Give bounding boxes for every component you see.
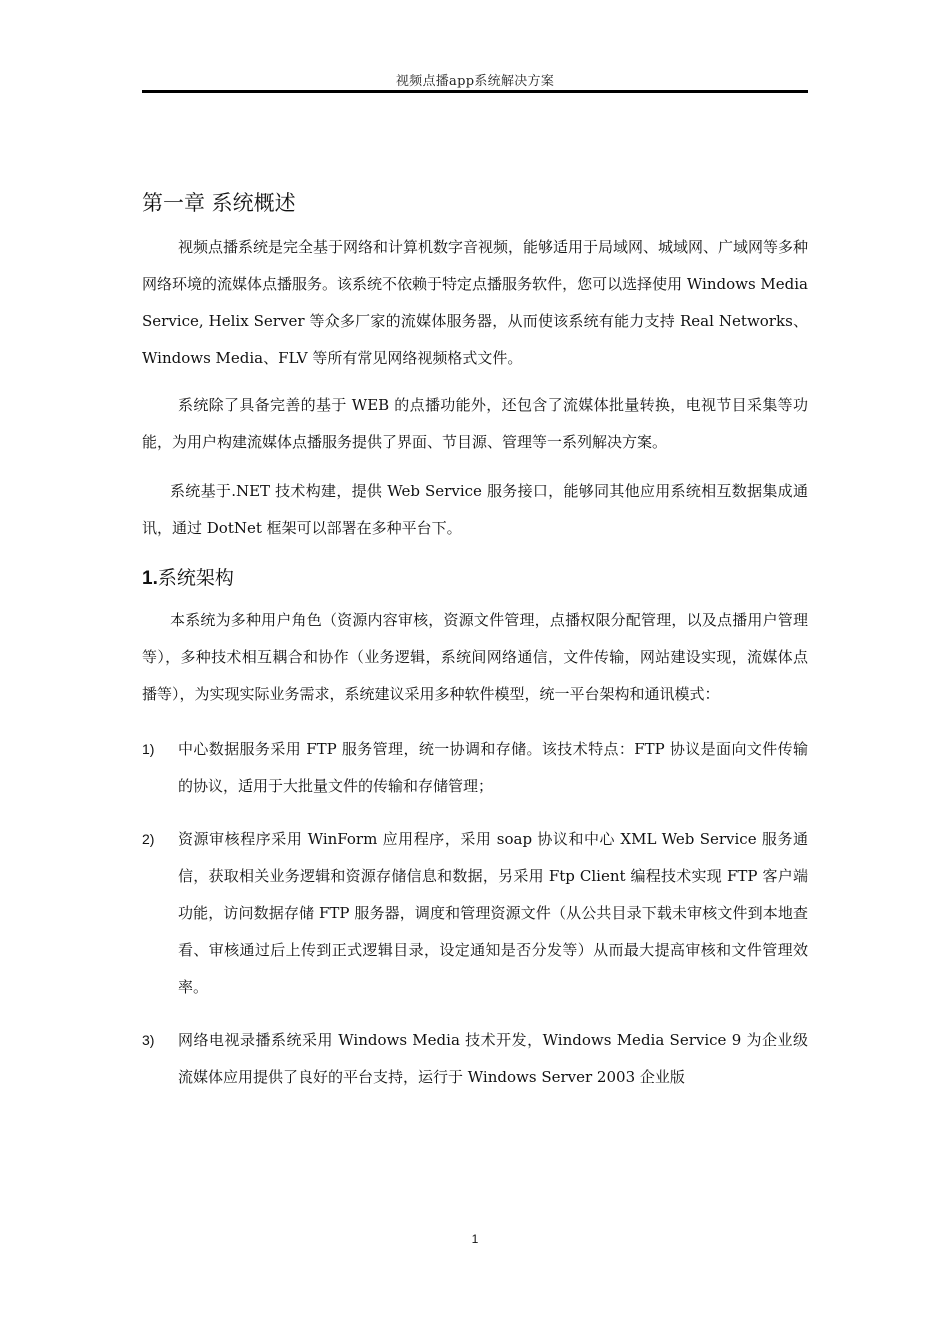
page-number: 1 [471, 1232, 479, 1246]
section-title-text: 系统架构 [157, 567, 234, 589]
list-item [142, 1022, 808, 1096]
list-item-text: 资源审核程序采用 WinForm 应用程序，采用 soap 协议和中心 XML Web Service 服务通信，获取相关业务逻辑和资源存储信息和数据，另采用 Ftp Client 编程技术实现 FTP 客户端功能，访问数据存储 FTP 服务器，调度和管理资源文件（从公共目录下载未审核文件到本地查看、审核通过后上传到正式逻辑目录，设定通知是否分发等）从而最大提高审核和文件管理效率。 [178, 830, 808, 996]
section-title [142, 561, 808, 596]
document-body [142, 183, 808, 1112]
list-item-number: 1) [142, 741, 155, 757]
section-intro-paragraph: 本系统为多种用户角色（资源内容审核，资源文件管理，点播权限分配管理，以及点播用户管理等），多种技术相互耦合和协作（业务逻辑，系统间网络通信，文件传输，网站建设实现，流媒体点播等），为实现实际业务需求，系统建议采用多种软件模型，统一平台架构和通讯模式： [142, 611, 808, 703]
overview-paragraph-3: 系统基于.NET 技术构建，提供 Web Service 服务接口，能够同其他应用系统相互数据集成通讯，通过 DotNet 框架可以部署在多种平台下。 [142, 482, 808, 537]
list-item-text: 中心数据服务采用 FTP 服务管理，统一协调和存储。该技术特点：FTP 协议是面向文件传输的协议，适用于大批量文件的传输和存储管理； [178, 740, 808, 795]
list-item [142, 821, 808, 1006]
architecture-list [142, 731, 808, 1096]
section-number: 1. [142, 568, 158, 589]
list-item-number: 2) [142, 831, 155, 847]
header-divider [142, 90, 808, 93]
list-item-number: 3) [142, 1032, 155, 1048]
overview-paragraph-2: 系统除了具备完善的基于 WEB 的点播功能外，还包含了流媒体批量转换，电视节目采集等功能，为用户构建流媒体点播服务提供了界面、节目源、管理等一系列解决方案。 [142, 396, 808, 451]
list-item [142, 731, 808, 805]
overview-paragraph-1: 视频点播系统是完全基于网络和计算机数字音视频，能够适用于局域网、城域网、广域网等多种网络环境的流媒体点播服务。该系统不依赖于特定点播服务软件，您可以选择使用 Windows Media Service, Helix Server 等众多厂家的流媒体服务器，从而使该系统有能力支持 Real Networks、Windows Media、FLV 等所有常见网络视频格式文件。 [142, 238, 809, 367]
list-item-text: 网络电视录播系统采用 Windows Media 技术开发，Windows Media Service 9 为企业级流媒体应用提供了良好的平台支持，运行于 Windows Server 2003 企业版 [178, 1031, 808, 1086]
page-header-title: 视频点播app系统解决方案 [395, 74, 555, 89]
chapter-title: 第一章 系统概述 [142, 191, 296, 215]
